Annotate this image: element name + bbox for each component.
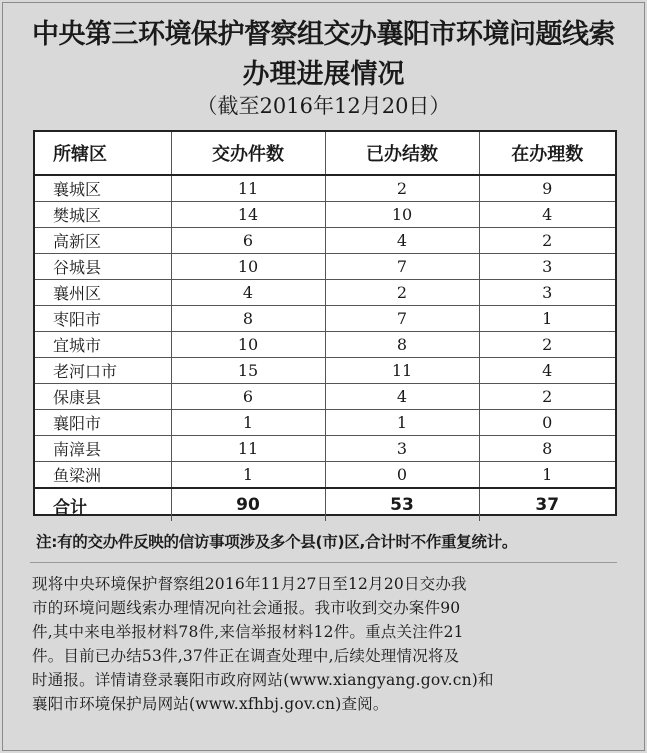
cell-completed: 3 (325, 436, 479, 462)
cell-district: 襄阳市 (35, 410, 171, 436)
cell-district: 襄城区 (35, 175, 171, 202)
table-row (35, 332, 615, 358)
cell-district: 谷城县 (35, 254, 171, 280)
table-row (35, 462, 615, 489)
total-in-progress: 37 (479, 488, 615, 521)
table-row (35, 306, 615, 332)
cell-assigned: 10 (171, 332, 325, 358)
cell-completed: 0 (325, 462, 479, 489)
cell-in-progress: 1 (479, 462, 615, 489)
cell-assigned: 11 (171, 175, 325, 202)
cell-completed: 1 (325, 410, 479, 436)
cell-completed: 4 (325, 384, 479, 410)
cell-completed: 4 (325, 228, 479, 254)
cell-district: 鱼梁洲 (35, 462, 171, 489)
cell-assigned: 6 (171, 384, 325, 410)
cell-completed: 2 (325, 175, 479, 202)
body-line: 市的环境问题线索办理情况向社会通报。我市收到交办案件90 (32, 599, 461, 617)
table-row (35, 384, 615, 410)
divider (30, 562, 617, 563)
header-district: 所辖区 (35, 132, 171, 175)
total-assigned: 90 (171, 488, 325, 521)
cell-assigned: 1 (171, 462, 325, 489)
body-line: 襄阳市环境保护局网站(www.xfhbj.gov.cn)查阅。 (32, 695, 389, 713)
title-line-1: 中央第三环境保护督察组交办襄阳市环境问题线索 (32, 19, 615, 50)
cell-assigned: 11 (171, 436, 325, 462)
cell-district: 南漳县 (35, 436, 171, 462)
cell-completed: 2 (325, 280, 479, 306)
cell-in-progress: 8 (479, 436, 615, 462)
cell-in-progress: 0 (479, 410, 615, 436)
announcement-text (32, 572, 616, 716)
cell-district: 枣阳市 (35, 306, 171, 332)
cell-completed: 10 (325, 202, 479, 228)
body-line: 件,其中来电举报材料78件,来信举报材料12件。重点关注件21 (32, 623, 464, 641)
cell-completed: 11 (325, 358, 479, 384)
cell-district: 高新区 (35, 228, 171, 254)
table-total-row (35, 488, 615, 521)
table-row (35, 280, 615, 306)
cell-in-progress: 3 (479, 280, 615, 306)
cell-in-progress: 9 (479, 175, 615, 202)
table-row (35, 436, 615, 462)
cell-assigned: 4 (171, 280, 325, 306)
cell-district: 樊城区 (35, 202, 171, 228)
table-footnote: 注:有的交办件反映的信访事项涉及多个县(市)区,合计时不作重复统计。 (36, 533, 518, 551)
cell-in-progress: 2 (479, 384, 615, 410)
total-label: 合计 (35, 488, 171, 521)
cell-in-progress: 3 (479, 254, 615, 280)
cell-in-progress: 1 (479, 306, 615, 332)
body-line: 时通报。详情请登录襄阳市政府网站(www.xiangyang.gov.cn)和 (32, 671, 494, 689)
header-in-progress: 在办理数 (479, 132, 615, 175)
cell-completed: 7 (325, 254, 479, 280)
table-row (35, 228, 615, 254)
cell-district: 老河口市 (35, 358, 171, 384)
total-completed: 53 (325, 488, 479, 521)
cell-district: 宜城市 (35, 332, 171, 358)
cell-completed: 7 (325, 306, 479, 332)
cell-assigned: 14 (171, 202, 325, 228)
header-assigned: 交办件数 (171, 132, 325, 175)
table-row (35, 358, 615, 384)
cell-assigned: 1 (171, 410, 325, 436)
body-line: 件。目前已办结53件,37件正在调查处理中,后续处理情况将及 (32, 647, 460, 665)
table-row (35, 410, 615, 436)
table-row (35, 175, 615, 202)
cell-assigned: 10 (171, 254, 325, 280)
cell-in-progress: 4 (479, 202, 615, 228)
table-row (35, 254, 615, 280)
table-header-row (35, 132, 615, 175)
cell-in-progress: 2 (479, 228, 615, 254)
cell-completed: 8 (325, 332, 479, 358)
body-line: 现将中央环境保护督察组2016年11月27日至12月20日交办我 (32, 575, 467, 593)
cell-assigned: 8 (171, 306, 325, 332)
cell-in-progress: 2 (479, 332, 615, 358)
cell-district: 襄州区 (35, 280, 171, 306)
cell-assigned: 15 (171, 358, 325, 384)
date-note: （截至2016年12月20日） (196, 94, 451, 118)
title-line-2: 办理进展情况 (242, 59, 405, 90)
header-completed: 已办结数 (325, 132, 479, 175)
table-row (35, 202, 615, 228)
progress-table (33, 130, 617, 516)
cell-in-progress: 4 (479, 358, 615, 384)
cell-assigned: 6 (171, 228, 325, 254)
cell-district: 保康县 (35, 384, 171, 410)
